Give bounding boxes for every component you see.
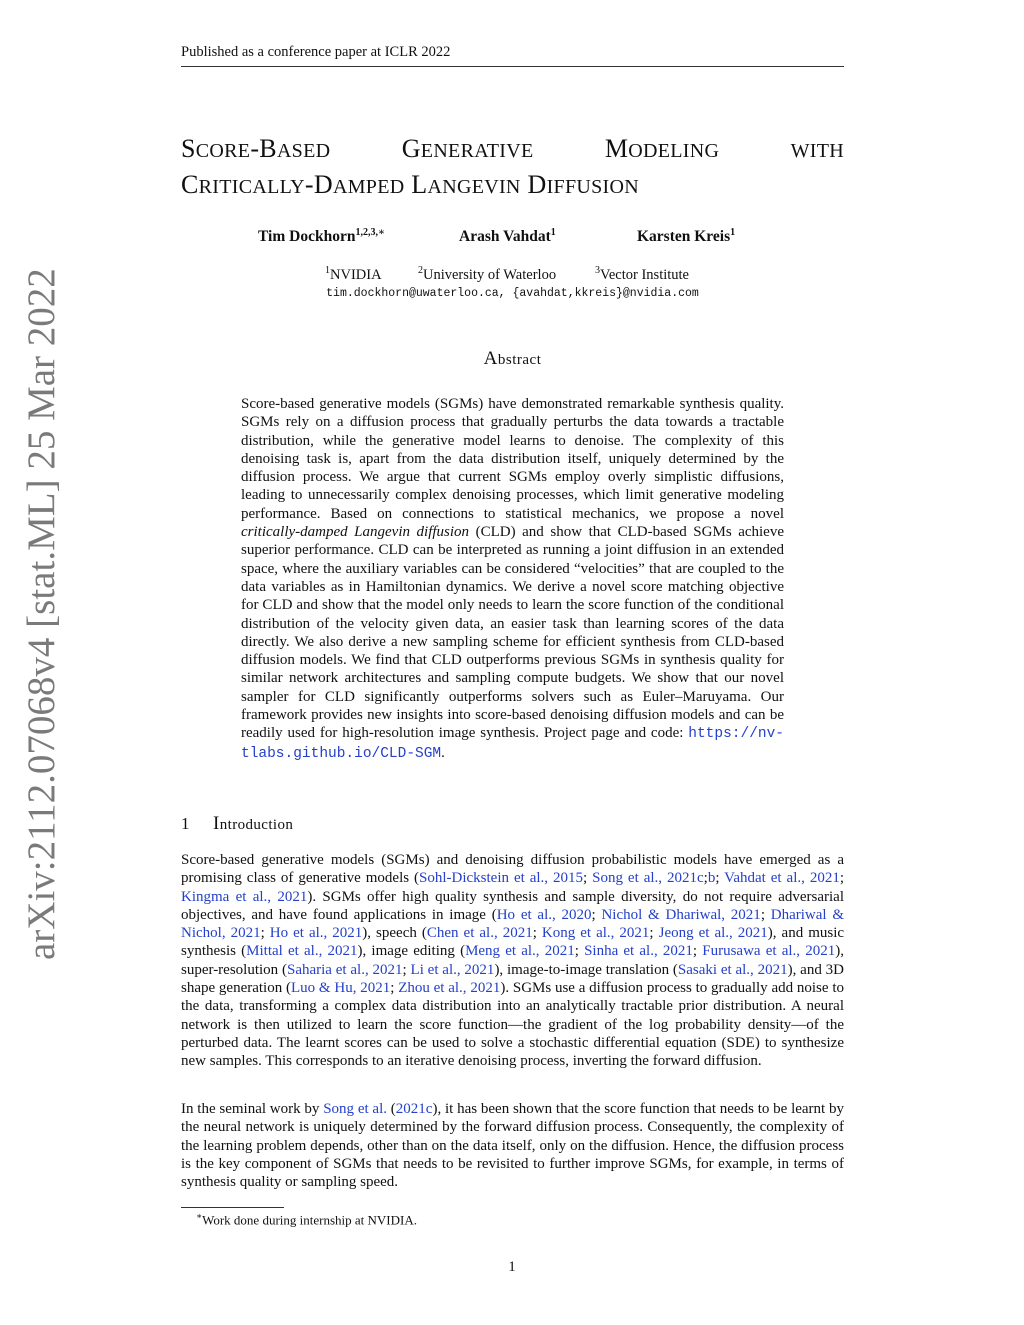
citation-link[interactable]: Ho et al., 2020	[496, 906, 592, 923]
citation-link[interactable]: 2021c	[395, 1101, 433, 1117]
title-word: WITH	[790, 140, 844, 162]
title-word: GENERATIVE	[401, 134, 534, 163]
citation-link[interactable]: Zhou et al., 2021	[398, 980, 501, 997]
affiliation-1: $^1$NVIDIA	[325, 265, 382, 283]
paper-title	[181, 132, 844, 204]
citation-link[interactable]: Saharia et al., 2021	[286, 961, 403, 978]
citation-link[interactable]: Chen et al., 2021	[426, 925, 533, 942]
citation-link[interactable]: Kingma et al., 2021	[181, 888, 308, 905]
citation-link[interactable]: Vahdat et al., 2021	[724, 870, 840, 887]
footnote: ∗Work done during internship at NVIDIA.	[196, 1211, 417, 1228]
citation-link[interactable]: Luo & Hu, 2021	[291, 980, 391, 997]
title-line-2: CRITICALLY-DAMPED LANGEVIN DIFFUSION	[181, 170, 639, 199]
intro-paragraph-2: In the seminal work by Song et al. (2021c), it has been shown that the score function that needs to be learnt by the neural network is uniquely determined by the forward diffusion process. Consequently, the complexity of the learning problem depends, other than on the data itself, only on the diffusion. Hence, the diffusion process is the key component of SGMs that needs to be revisited to further improve SGMs, for example, in terms of synthesis quality or sampling speed.	[181, 1101, 844, 1191]
author-2: Arash Vahdat$^1$	[459, 227, 556, 246]
title-word: MODELING	[604, 134, 720, 163]
citation-link[interactable]: Sinha et al., 2021	[584, 943, 693, 960]
running-header: Published as a conference paper at ICLR 2022	[181, 44, 844, 67]
citation-link[interactable]: Ho et al., 2021	[269, 925, 363, 942]
citation-link[interactable]: Song et al., 2021c	[592, 870, 704, 887]
title-word: SCORE-BASED	[181, 134, 331, 163]
footnote-rule	[181, 1207, 284, 1208]
section-heading-introduction: 1 Introduction	[181, 813, 294, 834]
citation-link[interactable]: Song et al.	[323, 1101, 388, 1117]
abstract-heading: Abstract	[483, 348, 542, 369]
citation-link[interactable]: Sohl-Dickstein et al., 2015	[419, 870, 584, 887]
project-link[interactable]: https://nv-tlabs.github.io/CLD-SGM	[241, 726, 784, 762]
intro-paragraph-1: Score-based generative models (SGMs) and denoising diffusion probabilistic models have emerged as a promising class of generative models (Sohl-Dickstein et al., 2015; Song et al., 2021c;b; Vahdat et al., 2021; Kingma et al., 2021). SGMs offer high quality synthesis and sample diversity, do not require adversarial objectives, and have found applications in image (Ho et al., 2020; Nichol & Dhariwal, 2021; Dhariwal & Nichol, 2021; Ho et al., 2021), speech (Chen et al., 2021; Kong et al., 2021; Jeong et al., 2021), and music synthesis (Mittal et al., 2021), image editing (Meng et al., 2021; Sinha et al., 2021; Furusawa et al., 2021), super-resolution (Saharia et al., 2021; Li et al., 2021), image-to-image translation (Sasaki et al., 2021), and 3D shape generation (Luo & Hu, 2021; Zhou et al., 2021). SGMs use a diffusion process to gradually add noise to the data, transforming a complex data distribution into an analytically tractable prior distribution. A neural network is then utilized to learn the score function—the gradient of the log probability density—of the perturbed data. The learnt scores can be used to solve a stochastic differential equation (SDE) to synthesize new samples. This corresponds to an iterative denoising process, inverting the forward diffusion.	[181, 852, 845, 1070]
affiliation-2: $^2$University of Waterloo	[418, 265, 557, 283]
citation-link[interactable]: Meng et al., 2021	[465, 943, 575, 960]
citation-link[interactable]: Li et al., 2021	[410, 961, 495, 978]
abstract-body: Score-based generative models (SGMs) have demonstrated remarkable synthesis quality. SGMs rely on a diffusion process that gradually perturbs the data towards a tractable distribution, while the generative model learns to denoise. The complexity of this denoising task is, apart from the data distribution itself, uniquely determined by the diffusion process. We argue that current SGMs employ overly simplistic diffusions, leading to unnecessarily complex denoising processes, which limit generative modeling performance. Based on connections to statistical mechanics, we propose a novel critically-damped Langevin diffusion (CLD) and show that CLD-based SGMs achieve superior performance. CLD can be interpreted as running a joint diffusion in an extended space, where the auxiliary variables can be considered “velocities” that are coupled to the data variables as in Hamiltonian dynamics. We derive a novel score matching objective for CLD and show that the model only needs to learn the score function of the conditional distribution of the velocity given data, an easier task than learning scores of the data directly. We also derive a new sampling scheme for efficient synthesis from CLD-based diffusion models. We find that CLD outperforms previous SGMs in synthesis quality for similar network architectures and sampling compute budgets. We show that our novel sampler for CLD significantly outperforms solvers such as Euler–Maruyama. Our framework provides new insights into score-based denoising diffusion models and can be readily used for high-resolution image synthesis. Project page and code: https://nv-tlabs.github.io/CLD-SGM.	[241, 396, 784, 762]
author-3: Karsten Kreis$^1$	[637, 227, 736, 246]
citation-link[interactable]: Kong et al., 2021	[541, 925, 650, 942]
author-emails: tim.dockhorn@uwaterloo.ca, {avahdat,kkreis}@nvidia.com	[326, 287, 699, 300]
citation-link[interactable]: Furusawa et al., 2021	[702, 943, 836, 960]
citation-link[interactable]: Dhariwal & Nichol, 2021	[181, 906, 844, 942]
page-number: 1	[508, 1259, 516, 1275]
citation-link[interactable]: b	[707, 870, 716, 887]
arxiv-stamp[interactable]: arXiv:2112.07068v4 [stat.ML] 25 Mar 2022	[20, 268, 63, 960]
citation-link[interactable]: Jeong et al., 2021	[658, 925, 768, 942]
citation-link[interactable]: Nichol & Dhariwal, 2021	[601, 906, 761, 923]
affiliation-3: $^3$Vector Institute	[595, 265, 689, 283]
author-1: Tim Dockhorn$^{1,2,3,∗}$	[258, 227, 385, 246]
citation-link[interactable]: Sasaki et al., 2021	[677, 961, 788, 978]
citation-link[interactable]: Mittal et al., 2021	[246, 943, 358, 960]
